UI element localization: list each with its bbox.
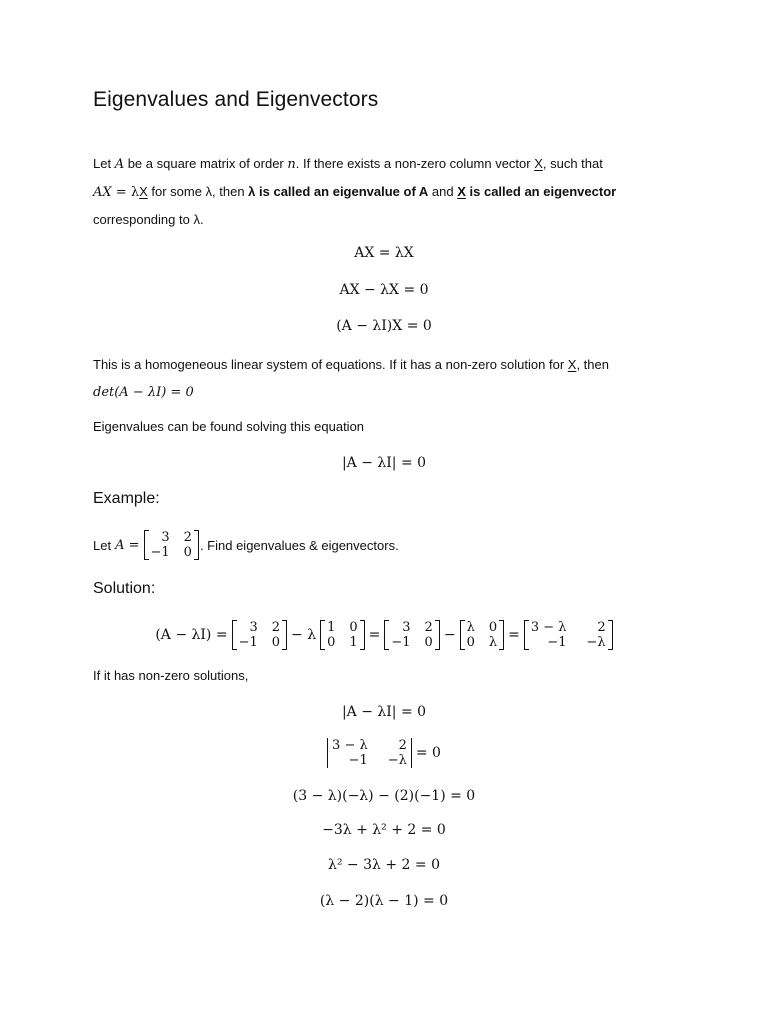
matrix: 3 2 −1 0 [232, 620, 287, 650]
determinant-equation: 3 − λ 2 −1 −λ = 0 [0, 738, 768, 772]
text: , such that [542, 156, 603, 171]
symbol-a: A = [115, 537, 140, 553]
text: Let [93, 156, 115, 171]
text: corresponding to λ. [93, 212, 204, 227]
vector-x: X [534, 156, 543, 171]
text: = λ [111, 185, 140, 200]
det-equation: det(A − λI) = 0 [93, 385, 194, 400]
text: be a square matrix of order [124, 156, 288, 171]
page-title: Eigenvalues and Eigenvectors [93, 88, 379, 111]
vector-x: X [139, 184, 148, 199]
text: . Find eigenvalues & eigenvectors. [199, 537, 399, 553]
symbol-a: A [114, 157, 125, 172]
text: This is a homogeneous linear system of equations. If it has a non-zero solution for [93, 357, 568, 372]
lambda-matrix: λ 0 0 λ [460, 620, 505, 650]
characteristic-equation: |A − λI| = 0 [341, 455, 427, 471]
vector-x: X [567, 357, 577, 372]
matrix-a: 3 2 −1 0 [144, 530, 199, 560]
step-equation: λ² − 3λ + 2 = 0 [328, 857, 440, 873]
text: and [428, 184, 458, 199]
equation: (A − λI)X = 0 [336, 318, 432, 334]
example-line [93, 530, 675, 560]
identity-matrix: 1 0 0 1 [320, 620, 365, 650]
step-equation: (λ − 2)(λ − 1) = 0 [319, 893, 449, 909]
vector-x: X [457, 184, 466, 199]
step-equation: −3λ + λ² + 2 = 0 [322, 822, 446, 838]
intro-paragraph [93, 150, 675, 233]
text: , then [576, 357, 609, 372]
bold-text: is called an eigenvector [465, 184, 617, 199]
bold-text: λ is called an eigenvalue of A [248, 184, 429, 199]
solution-heading: Solution: [93, 580, 156, 597]
example-heading: Example: [93, 490, 160, 507]
equation: AX = λX [354, 245, 414, 261]
characteristic-equation: |A − λI| = 0 [341, 704, 427, 720]
homogeneous-paragraph [93, 351, 675, 406]
step-equation: (3 − λ)(−λ) − (2)(−1) = 0 [292, 788, 476, 804]
solution-equation: (A − λI) = 3 2 −1 0 − λ 1 0 0 1 = 3 2 −1 0 − λ 0 0 λ = 3 − λ 2 −1 −λ [0, 620, 768, 650]
eigenvalue-line: Eigenvalues can be found solving this equation [93, 419, 365, 434]
symbol-ax: AX [93, 185, 112, 200]
symbol-n: n [287, 157, 296, 172]
text: for some λ, then [147, 184, 249, 199]
nonzero-line: If it has non-zero solutions, [93, 668, 249, 683]
text: . If there exists a non-zero column vector [295, 156, 535, 171]
result-matrix: 3 − λ 2 −1 −λ [524, 620, 613, 650]
matrix: 3 2 −1 0 [384, 620, 439, 650]
text: Let [93, 537, 112, 553]
equation: AX − λX = 0 [339, 282, 429, 298]
determinant: 3 − λ 2 −1 −λ [327, 738, 412, 768]
